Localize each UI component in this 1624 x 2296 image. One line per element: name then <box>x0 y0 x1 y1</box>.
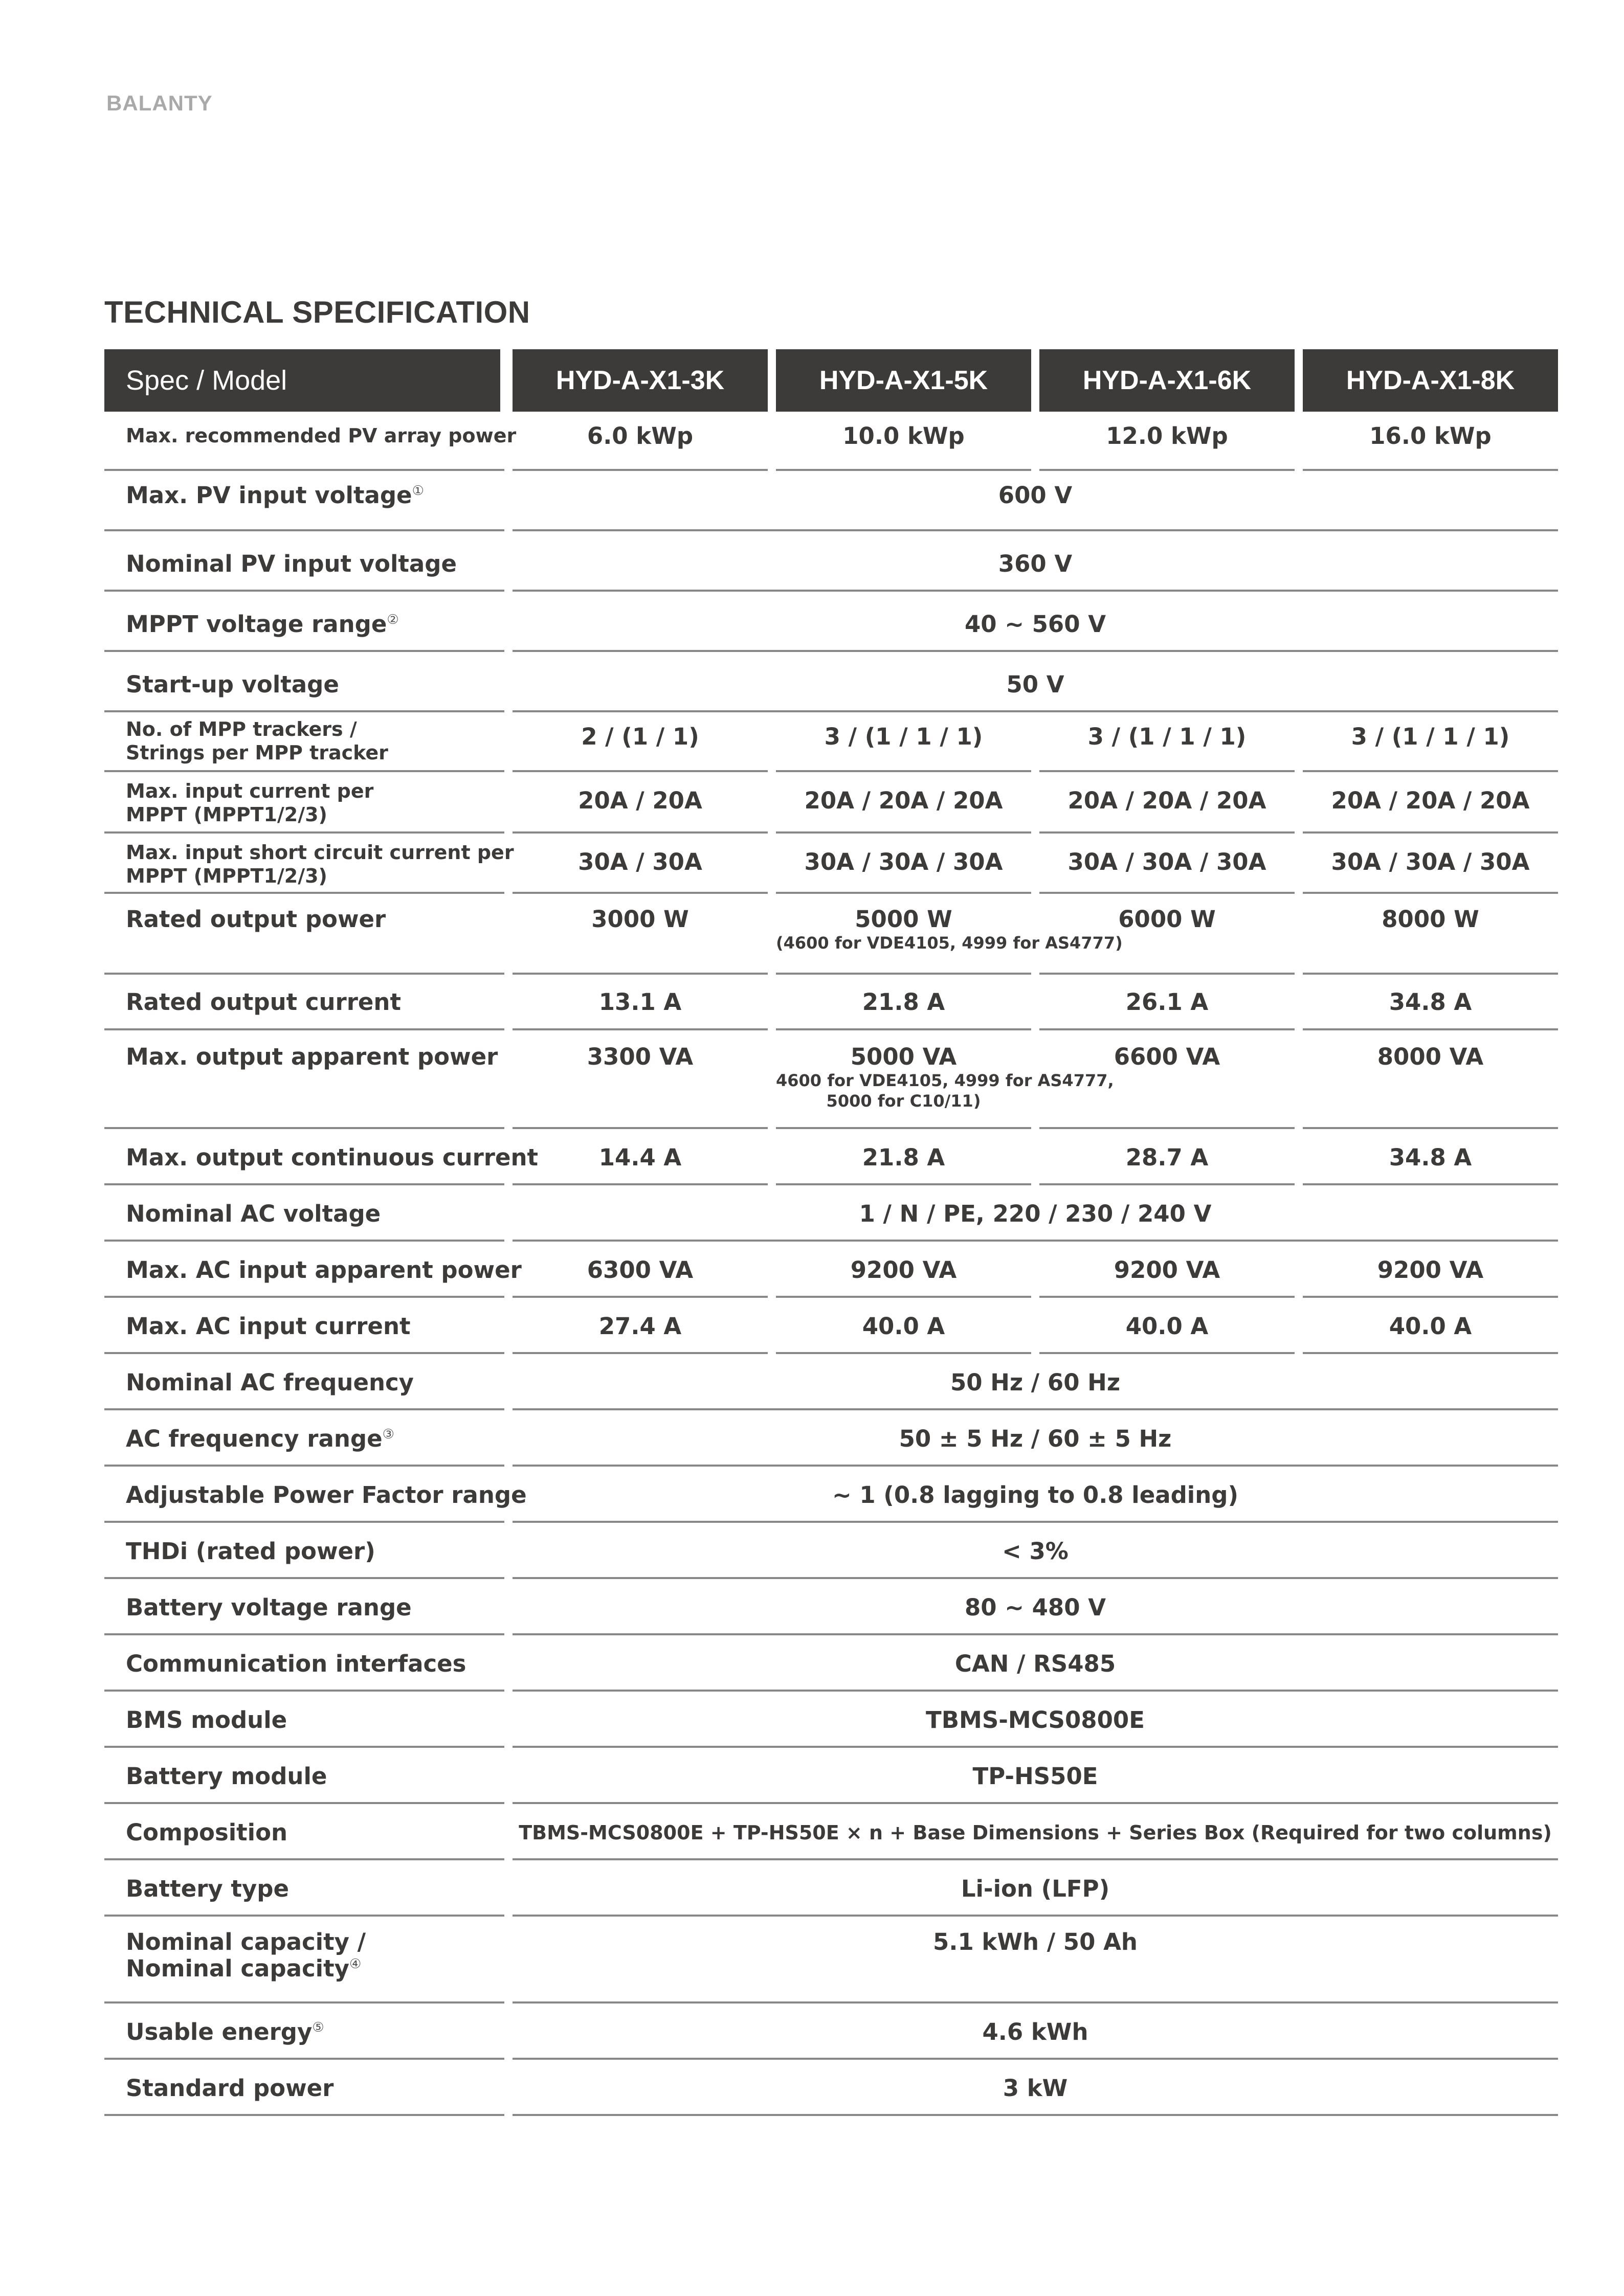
value-cell-all-models <box>513 1860 1558 1917</box>
table-row <box>0 531 1624 592</box>
value-text: 12.0 kWp <box>1106 422 1228 449</box>
row-label-line: AC frequency range③ <box>126 1425 394 1452</box>
table-row <box>0 1242 1624 1298</box>
row-label <box>104 1030 504 1129</box>
value-cell <box>1303 412 1558 471</box>
header-model-8k: HYD-A-X1-8K <box>1303 349 1558 412</box>
value-cell-all-models <box>513 1804 1558 1860</box>
value-text: 40 ~ 560 V <box>964 611 1106 638</box>
value-cell-all-models <box>513 1748 1558 1804</box>
value-text: 600 V <box>998 482 1073 509</box>
row-label <box>104 772 504 834</box>
value-note: (4600 for VDE4105, 4999 for AS4777) <box>776 933 1123 953</box>
value-text: 3000 W <box>591 906 689 933</box>
value-text: 30A / 30A / 30A <box>804 848 1003 875</box>
value-cell <box>1039 772 1295 834</box>
value-cell-all-models <box>513 2004 1558 2060</box>
value-text: ~ 1 (0.8 lagging to 0.8 leading) <box>832 1481 1239 1509</box>
value-note: 4600 for VDE4105, 4999 for AS4777, <box>776 1071 1114 1090</box>
value-cell <box>1303 894 1558 975</box>
value-text: 20A / 20A <box>578 787 702 814</box>
value-text: 80 ~ 480 V <box>964 1594 1106 1621</box>
row-label-line: Communication interfaces <box>126 1650 466 1677</box>
value-text: 1 / N / PE, 220 / 230 / 240 V <box>859 1200 1212 1227</box>
value-cell <box>513 772 768 834</box>
value-text: 9200 VA <box>850 1256 957 1284</box>
value-text: 5.1 kWh / 50 Ah <box>933 1928 1138 1955</box>
value-cell-all-models <box>513 531 1558 592</box>
value-cell-all-models <box>513 1354 1558 1410</box>
row-label-line: Nominal AC voltage <box>126 1200 381 1227</box>
value-text: 3300 VA <box>587 1043 694 1070</box>
row-label-line: Adjustable Power Factor range <box>126 1481 527 1509</box>
value-cell <box>513 975 768 1030</box>
value-text: 14.4 A <box>598 1144 682 1171</box>
table-row <box>0 1748 1624 1804</box>
value-text: TBMS-MCS0800E <box>926 1706 1145 1734</box>
row-label <box>104 834 514 894</box>
value-cell <box>776 412 1031 471</box>
header-model-6k: HYD-A-X1-6K <box>1039 349 1295 412</box>
value-text: TP-HS50E <box>972 1763 1098 1790</box>
row-label-line: Battery voltage range <box>126 1594 412 1621</box>
value-text: 2 / (1 / 1) <box>581 723 699 750</box>
value-cell <box>513 1129 768 1185</box>
row-label <box>104 1748 504 1804</box>
brand-logo-text: BALANTY <box>106 91 213 115</box>
table-row <box>0 1467 1624 1523</box>
value-cell <box>1303 1298 1558 1354</box>
table-row <box>0 894 1624 975</box>
value-text: 3 / (1 / 1 / 1) <box>1351 723 1510 750</box>
value-text: 34.8 A <box>1389 1144 1472 1171</box>
value-cell <box>776 1298 1031 1354</box>
value-cell <box>1303 772 1558 834</box>
value-cell-all-models <box>513 471 1558 531</box>
value-note: 5000 for C10/11) <box>826 1091 981 1111</box>
row-label-line: Battery module <box>126 1763 327 1790</box>
row-label-line: Composition <box>126 1819 288 1846</box>
value-text: 6600 VA <box>1114 1043 1220 1070</box>
value-text: Li-ion (LFP) <box>961 1875 1110 1902</box>
value-text: 5000 VA <box>850 1043 957 1070</box>
row-label-line: No. of MPP trackers / <box>126 718 357 740</box>
row-label <box>104 1242 522 1298</box>
value-cell <box>1039 1242 1295 1298</box>
row-label-line: Max. recommended PV array power <box>126 424 517 447</box>
row-label <box>104 2060 504 2116</box>
row-label-line: Max. AC input current <box>126 1313 411 1340</box>
value-text: < 3% <box>1002 1538 1069 1565</box>
value-cell-all-models <box>513 1467 1558 1523</box>
value-text: 20A / 20A / 20A <box>804 787 1003 814</box>
row-label-line: Rated output power <box>126 906 386 933</box>
value-cell-all-models <box>513 1185 1558 1242</box>
row-label <box>104 592 504 652</box>
row-label <box>104 1804 504 1860</box>
row-label-line: MPPT (MPPT1/2/3) <box>126 865 327 887</box>
row-label <box>104 1692 504 1748</box>
value-text: 20A / 20A / 20A <box>1331 787 1530 814</box>
row-label <box>104 894 504 975</box>
value-text: 40.0 A <box>1389 1313 1472 1340</box>
row-label <box>104 1467 527 1523</box>
row-label-line: Nominal PV input voltage <box>126 550 457 577</box>
value-cell <box>513 712 768 772</box>
table-row <box>0 1523 1624 1579</box>
value-cell <box>776 1129 1031 1185</box>
value-cell-all-models <box>513 1579 1558 1635</box>
value-text: 30A / 30A / 30A <box>1331 848 1530 875</box>
value-text: 40.0 A <box>862 1313 945 1340</box>
value-text: 40.0 A <box>1125 1313 1209 1340</box>
value-cell-all-models <box>513 652 1558 712</box>
row-label <box>104 1860 504 1917</box>
value-cell-all-models <box>513 2060 1558 2116</box>
row-label <box>104 712 504 772</box>
value-text: TBMS-MCS0800E + TP-HS50E × n + Base Dimensions + Series Box (Required for two columns) <box>519 1821 1552 1844</box>
row-label <box>104 412 517 471</box>
table-row <box>0 592 1624 652</box>
table-row <box>0 975 1624 1030</box>
row-label <box>104 1579 504 1635</box>
row-label-line: Battery type <box>126 1875 289 1902</box>
table-row <box>0 471 1624 531</box>
row-label <box>104 1635 504 1692</box>
table-row <box>0 1635 1624 1692</box>
row-label-line: Usable energy⑤ <box>126 2018 324 2045</box>
row-label-line: Max. input short circuit current per <box>126 841 514 864</box>
footnote-marker: ② <box>387 612 399 627</box>
row-label <box>104 1917 504 2004</box>
row-label <box>104 2004 504 2060</box>
table-row <box>0 1030 1624 1129</box>
value-text: 30A / 30A / 30A <box>1067 848 1266 875</box>
value-text: 9200 VA <box>1377 1256 1484 1284</box>
value-cell <box>776 772 1031 834</box>
row-label <box>104 1523 504 1579</box>
value-cell <box>513 412 768 471</box>
value-cell <box>1039 834 1295 894</box>
value-cell <box>776 1030 1114 1129</box>
row-label <box>104 1410 504 1467</box>
value-text: 50 Hz / 60 Hz <box>950 1369 1121 1396</box>
value-cell <box>1039 1129 1295 1185</box>
value-text: 3 / (1 / 1 / 1) <box>824 723 983 750</box>
table-row <box>0 1860 1624 1917</box>
table-row <box>0 652 1624 712</box>
footnote-marker: ⑤ <box>312 2020 324 2035</box>
value-cell <box>513 1298 768 1354</box>
table-row <box>0 1692 1624 1748</box>
value-cell <box>1303 834 1558 894</box>
value-cell-all-models <box>513 592 1558 652</box>
value-text: 9200 VA <box>1114 1256 1220 1284</box>
table-row <box>0 1185 1624 1242</box>
row-label-line: Nominal capacity / <box>126 1928 366 1955</box>
row-label <box>104 975 504 1030</box>
row-label-line: Max. output continuous current <box>126 1144 539 1171</box>
value-cell <box>1039 975 1295 1030</box>
table-row <box>0 2060 1624 2116</box>
value-cell <box>1303 1242 1558 1298</box>
value-cell <box>1303 712 1558 772</box>
table-row <box>0 1354 1624 1410</box>
row-label-line: MPPT voltage range② <box>126 611 399 638</box>
value-text: 3 / (1 / 1 / 1) <box>1087 723 1247 750</box>
table-row <box>0 1410 1624 1467</box>
row-label-line: Rated output current <box>126 988 401 1016</box>
row-label-line: Max. input current per <box>126 780 374 802</box>
value-text: 21.8 A <box>862 1144 945 1171</box>
row-label-line: Strings per MPP tracker <box>126 741 388 764</box>
table-row <box>0 1804 1624 1860</box>
value-text: 21.8 A <box>862 988 945 1016</box>
value-text: 8000 W <box>1382 906 1479 933</box>
value-text: 16.0 kWp <box>1369 422 1492 449</box>
row-label <box>104 1298 504 1354</box>
value-cell <box>513 834 768 894</box>
value-cell <box>513 1030 768 1129</box>
value-text: 13.1 A <box>598 988 682 1016</box>
value-text: 27.4 A <box>598 1313 682 1340</box>
value-text: 10.0 kWp <box>842 422 965 449</box>
value-text: 4.6 kWh <box>982 2018 1088 2045</box>
header-model-5k: HYD-A-X1-5K <box>776 349 1031 412</box>
page-title: TECHNICAL SPECIFICATION <box>104 295 530 329</box>
value-text: 6000 W <box>1118 906 1216 933</box>
value-text: 50 V <box>1006 671 1064 698</box>
value-cell <box>776 894 1123 975</box>
row-label <box>104 1185 504 1242</box>
value-cell-all-models <box>513 1635 1558 1692</box>
value-text: CAN / RS485 <box>954 1650 1116 1677</box>
value-text: 3 kW <box>1003 2075 1068 2102</box>
value-cell-all-models <box>513 1523 1558 1579</box>
value-cell <box>513 894 768 975</box>
value-cell-all-models <box>513 1410 1558 1467</box>
row-label <box>104 652 504 712</box>
row-label <box>104 471 504 531</box>
row-label-line: Max. PV input voltage① <box>126 482 424 509</box>
value-text: 26.1 A <box>1125 988 1209 1016</box>
row-label <box>104 1129 539 1185</box>
row-label-line: Nominal AC frequency <box>126 1369 414 1396</box>
row-label-line: Max. AC input apparent power <box>126 1256 522 1284</box>
table-row <box>0 1298 1624 1354</box>
value-cell <box>1303 1030 1558 1129</box>
value-cell <box>1039 1298 1295 1354</box>
row-label-line: BMS module <box>126 1706 287 1734</box>
value-cell <box>776 834 1031 894</box>
row-label-line: Max. output apparent power <box>126 1043 498 1070</box>
table-row <box>0 772 1624 834</box>
value-text: 8000 VA <box>1377 1043 1484 1070</box>
value-cell <box>1039 894 1295 975</box>
value-text: 360 V <box>998 550 1073 577</box>
row-label-line: MPPT (MPPT1/2/3) <box>126 803 327 826</box>
value-text: 34.8 A <box>1389 988 1472 1016</box>
row-label <box>104 1354 504 1410</box>
row-label-line: Start-up voltage <box>126 671 339 698</box>
row-label-line: Nominal capacity④ <box>126 1955 362 1982</box>
row-label-line: THDi (rated power) <box>126 1538 375 1565</box>
value-cell <box>776 1242 1031 1298</box>
value-cell <box>1039 412 1295 471</box>
table-row <box>0 2004 1624 2060</box>
value-text: 50 ± 5 Hz / 60 ± 5 Hz <box>899 1425 1172 1452</box>
value-cell <box>1303 975 1558 1030</box>
table-row <box>0 412 1624 471</box>
footnote-marker: ① <box>412 483 424 499</box>
value-cell <box>776 712 1031 772</box>
value-cell <box>513 1242 768 1298</box>
table-row <box>0 1579 1624 1635</box>
value-text: 6.0 kWp <box>587 422 694 449</box>
value-text: 20A / 20A / 20A <box>1067 787 1266 814</box>
header-spec-model: Spec / Model <box>104 349 500 412</box>
value-cell-all-models <box>513 1692 1558 1748</box>
row-label-line: Standard power <box>126 2075 334 2102</box>
table-row <box>0 1917 1624 2004</box>
value-cell-all-models <box>513 1917 1558 2004</box>
value-text: 6300 VA <box>587 1256 694 1284</box>
value-cell <box>1039 1030 1295 1129</box>
value-text: 28.7 A <box>1125 1144 1209 1171</box>
table-row <box>0 712 1624 772</box>
table-row <box>0 834 1624 894</box>
value-cell <box>776 975 1031 1030</box>
value-cell <box>1303 1129 1558 1185</box>
header-model-3k: HYD-A-X1-3K <box>513 349 768 412</box>
row-label <box>104 531 504 592</box>
footnote-marker: ④ <box>349 1956 362 1972</box>
value-cell <box>1039 712 1295 772</box>
table-row <box>0 1129 1624 1185</box>
value-text: 30A / 30A <box>578 848 702 875</box>
footnote-marker: ③ <box>382 1427 394 1442</box>
value-text: 5000 W <box>855 906 952 933</box>
